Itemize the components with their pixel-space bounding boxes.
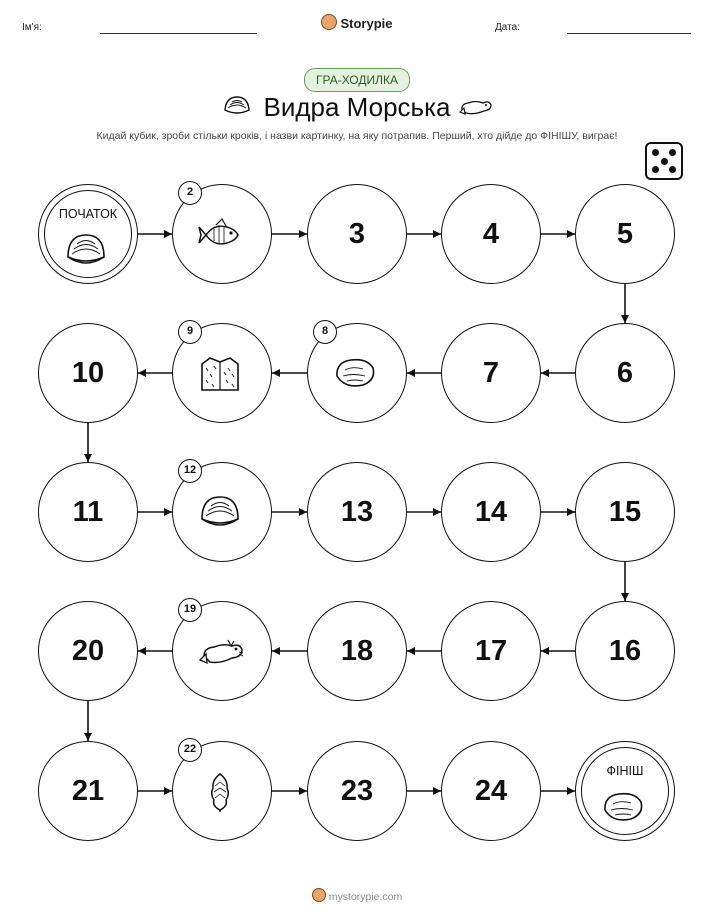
cell-number: 15 bbox=[608, 495, 642, 528]
game-type-badge: ГРА-ХОДИЛКА bbox=[304, 68, 410, 92]
board-cell-4 bbox=[441, 184, 541, 284]
cell-number: 3 bbox=[348, 217, 366, 250]
start-cell bbox=[38, 184, 138, 284]
cell-number: 5 bbox=[616, 217, 634, 250]
arrow-head bbox=[138, 647, 146, 655]
arrow-head bbox=[299, 230, 307, 238]
clam-icon bbox=[64, 229, 110, 273]
finish-label: ФІНІШ bbox=[606, 764, 644, 778]
cell-number: 20 bbox=[71, 634, 105, 667]
date-label: Дата: bbox=[495, 22, 520, 33]
board-cell-14 bbox=[441, 462, 541, 562]
cell-number-badge: 9 bbox=[178, 320, 202, 344]
brand-name: Storypie bbox=[340, 16, 393, 31]
cell-number: 13 bbox=[340, 495, 374, 528]
board-cell-22 bbox=[172, 741, 272, 841]
fish-icon bbox=[198, 213, 244, 257]
arrow-head bbox=[621, 593, 629, 601]
board-cell-12 bbox=[172, 462, 272, 562]
cell-number: 7 bbox=[482, 356, 500, 389]
arrow-head bbox=[407, 647, 415, 655]
board-cell-21 bbox=[38, 741, 138, 841]
otter-icon bbox=[198, 630, 244, 674]
board-cell-19 bbox=[172, 601, 272, 701]
cell-number-badge: 22 bbox=[178, 738, 202, 762]
arrow-head bbox=[272, 369, 280, 377]
board-cell-8 bbox=[307, 323, 407, 423]
cell-number: 11 bbox=[72, 495, 104, 528]
arrow-head bbox=[567, 508, 575, 516]
arrow-head bbox=[541, 647, 549, 655]
name-label: Ім'я: bbox=[22, 22, 42, 33]
footer-url[interactable]: mystorypie.com bbox=[328, 891, 403, 903]
cell-number: 4 bbox=[482, 217, 500, 250]
cell-number-badge: 19 bbox=[178, 598, 202, 622]
cell-number: 14 bbox=[474, 495, 508, 528]
arrow-head bbox=[621, 315, 629, 323]
cell-number: 6 bbox=[616, 356, 634, 389]
board-cell-6 bbox=[575, 323, 675, 423]
cell-number: 16 bbox=[608, 634, 642, 667]
cell-number: 24 bbox=[474, 774, 508, 807]
page-title: Видра Морська bbox=[263, 92, 451, 122]
board-cell-5 bbox=[575, 184, 675, 284]
arrow-head bbox=[433, 230, 441, 238]
cell-number: 17 bbox=[474, 634, 508, 667]
arrow-head bbox=[567, 230, 575, 238]
board-cell-7 bbox=[441, 323, 541, 423]
arrow-head bbox=[138, 369, 146, 377]
arrow-head bbox=[84, 454, 92, 462]
arrow-head bbox=[84, 733, 92, 741]
clam-icon bbox=[198, 491, 244, 535]
arrow-head bbox=[164, 508, 172, 516]
board-cell-13 bbox=[307, 462, 407, 562]
board-cell-18 bbox=[307, 601, 407, 701]
fur-coat-icon bbox=[198, 352, 244, 396]
arrow-head bbox=[433, 787, 441, 795]
board-cell-16 bbox=[575, 601, 675, 701]
arrow-head bbox=[299, 508, 307, 516]
cell-number: 10 bbox=[71, 356, 105, 389]
board-cell-9 bbox=[172, 323, 272, 423]
board-cell-24 bbox=[441, 741, 541, 841]
rock-icon bbox=[333, 352, 379, 396]
finish-cell bbox=[575, 741, 675, 841]
arrow-head bbox=[567, 787, 575, 795]
footer bbox=[0, 888, 714, 903]
arrow-head bbox=[541, 369, 549, 377]
board-cell-20 bbox=[38, 601, 138, 701]
cell-number-badge: 2 bbox=[178, 181, 202, 205]
cell-number-badge: 12 bbox=[178, 459, 202, 483]
cell-number-badge: 8 bbox=[313, 320, 337, 344]
board-cell-2 bbox=[172, 184, 272, 284]
cell-number: 23 bbox=[340, 774, 374, 807]
arrow-head bbox=[272, 647, 280, 655]
arrow-head bbox=[164, 230, 172, 238]
arrow-head bbox=[164, 787, 172, 795]
cell-number: 21 bbox=[71, 774, 105, 807]
instructions: Кидай кубик, зроби стільки кроків, і назви картинку, на яку потрапив. Перший, хто дійде до ФІНІШУ, виграє! bbox=[96, 130, 618, 142]
kelp-icon bbox=[198, 770, 244, 814]
arrow-head bbox=[433, 508, 441, 516]
board-cell-11 bbox=[38, 462, 138, 562]
board-cell-3 bbox=[307, 184, 407, 284]
arrow-head bbox=[407, 369, 415, 377]
board-cell-10 bbox=[38, 323, 138, 423]
rock-icon bbox=[601, 786, 647, 830]
board-cell-15 bbox=[575, 462, 675, 562]
footer-mascot-icon bbox=[312, 888, 326, 902]
board-cell-17 bbox=[441, 601, 541, 701]
cell-number: 18 bbox=[340, 634, 374, 667]
arrow-head bbox=[299, 787, 307, 795]
start-label: ПОЧАТОК bbox=[58, 207, 118, 221]
board-cell-23 bbox=[307, 741, 407, 841]
